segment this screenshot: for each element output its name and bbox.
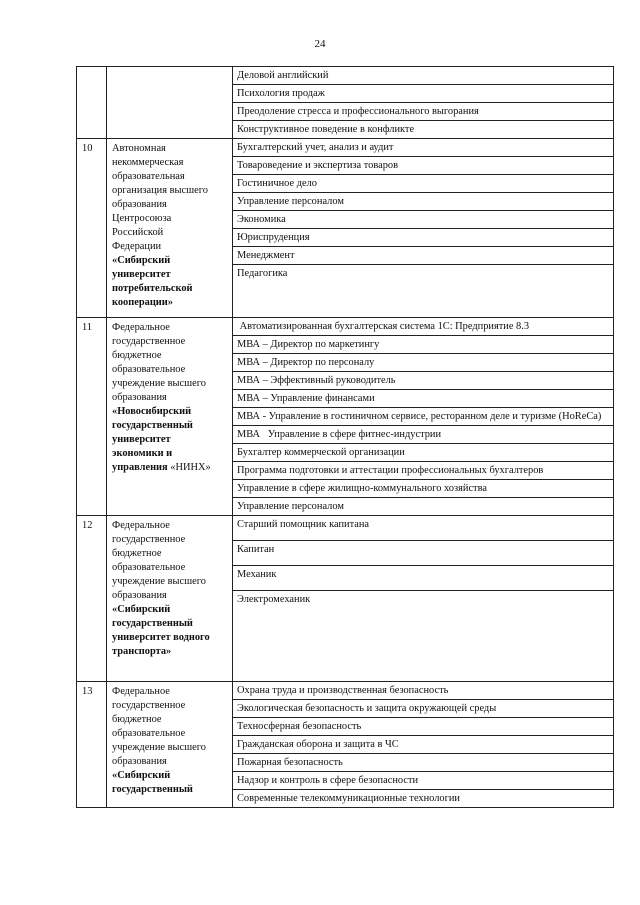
- program-item: Бухгалтер коммерческой организации: [233, 444, 613, 462]
- programs-cell: [233, 318, 614, 516]
- table-row: [77, 139, 614, 318]
- org-line: образования: [112, 392, 167, 403]
- org-line: Федеральное: [112, 322, 170, 333]
- org-name-line: университет: [112, 269, 171, 280]
- row-number: 12: [77, 516, 107, 682]
- org-line: образования: [112, 756, 167, 767]
- org-line: учреждение высшего: [112, 742, 206, 753]
- program-item: Механик: [233, 566, 613, 591]
- program-item: Управление в сфере жилищно-коммунального хозяйства: [233, 480, 613, 498]
- org-name-line: транспорта»: [112, 646, 172, 657]
- org-name-line: экономики и: [112, 448, 173, 459]
- program-item: Экономика: [233, 211, 613, 229]
- org-line: образовательная: [112, 171, 185, 182]
- program-item: Гражданская оборона и защита в ЧС: [233, 736, 613, 754]
- program-item: Программа подготовки и аттестации профессиональных бухгалтеров: [233, 462, 613, 480]
- program-item: Преодоление стресса и профессионального выгорания: [233, 103, 613, 121]
- program-item: Управление персоналом: [233, 193, 613, 211]
- org-line: образования: [112, 590, 167, 601]
- org-line: некоммерческая: [112, 157, 184, 168]
- org-line: Федеральное: [112, 520, 170, 531]
- org-line: Российской: [112, 227, 164, 238]
- org-line: Федеральное: [112, 686, 170, 697]
- org-line: бюджетное: [112, 714, 162, 725]
- program-item: Надзор и контроль в сфере безопасности: [233, 772, 613, 790]
- programs-cell: [233, 67, 614, 139]
- org-line: организация высшего: [112, 185, 208, 196]
- program-item: МВА – Директор по маркетингу: [233, 336, 613, 354]
- org-line: государственное: [112, 700, 186, 711]
- org-name-line: государственный: [112, 420, 193, 431]
- program-item: Старший помощник капитана: [233, 516, 613, 541]
- programs-table: [76, 66, 614, 808]
- org-line: образовательное: [112, 728, 186, 739]
- org-name-line: «Сибирский: [112, 255, 171, 266]
- table-row: [77, 67, 614, 139]
- org-name-line: [112, 461, 229, 475]
- table-row: [77, 318, 614, 516]
- org-line: образования: [112, 199, 167, 210]
- row-number: [77, 67, 107, 139]
- org-line: Автономная: [112, 143, 166, 154]
- row-number: 13: [77, 682, 107, 808]
- org-name-line: «Сибирский: [112, 604, 171, 615]
- program-item: МВА - Управление в гостиничном сервисе, ресторанном деле и туризме (HoReCa): [233, 408, 613, 426]
- programs-cell: [233, 139, 614, 318]
- organization-cell: [107, 682, 233, 808]
- org-name-line: государственный: [112, 784, 193, 795]
- org-name-line: кооперации»: [112, 297, 173, 308]
- program-item: Гостиничное дело: [233, 175, 613, 193]
- org-name-line: университет водного: [112, 632, 210, 643]
- program-item: Автоматизированная бухгалтерская система 1С: Предприятие 8.3: [233, 318, 613, 336]
- org-name-line: потребительской: [112, 283, 193, 294]
- org-name-line: управления: [112, 462, 168, 473]
- program-item: Конструктивное поведение в конфликте: [237, 124, 415, 135]
- program-item: Юриспруденция: [233, 229, 613, 247]
- programs-cell: [233, 516, 614, 682]
- org-line: учреждение высшего: [112, 378, 206, 389]
- program-item: МВА – Управление финансами: [233, 390, 613, 408]
- table-row: [77, 682, 614, 808]
- program-item: Экологическая безопасность и защита окружающей среды: [233, 700, 613, 718]
- org-line: Федерации: [112, 241, 162, 252]
- program-item: Товароведение и экспертиза товаров: [233, 157, 613, 175]
- org-line: государственное: [112, 336, 186, 347]
- program-item: МВА – Эффективный руководитель: [233, 372, 613, 390]
- program-item: МВА – Директор по персоналу: [233, 354, 613, 372]
- page-number: 24: [314, 38, 326, 50]
- program-item: Современные телекоммуникационные технологии: [237, 793, 460, 804]
- org-line: образовательное: [112, 562, 186, 573]
- program-item: Капитан: [233, 541, 613, 566]
- org-line: образовательное: [112, 364, 186, 375]
- org-name-line: «Новосибирский: [112, 406, 192, 417]
- org-name-line: «Сибирский: [112, 770, 171, 781]
- org-line: государственное: [112, 534, 186, 545]
- program-item: Менеджмент: [233, 247, 613, 265]
- program-item: Педагогика: [237, 268, 288, 279]
- org-line: бюджетное: [112, 548, 162, 559]
- org-line: Центросоюза: [112, 213, 172, 224]
- programs-cell: [233, 682, 614, 808]
- program-item: Управление персоналом: [237, 501, 344, 512]
- program-item: Психология продаж: [233, 85, 613, 103]
- organization-cell: [107, 67, 233, 139]
- program-item: Деловой английский: [233, 67, 613, 85]
- table-row: [77, 516, 614, 682]
- row-number: 10: [77, 139, 107, 318]
- org-abbreviation: «НИНХ»: [170, 462, 211, 473]
- organization-cell: [107, 139, 233, 318]
- program-item: Пожарная безопасность: [233, 754, 613, 772]
- org-line: бюджетное: [112, 350, 162, 361]
- organization-cell: [107, 318, 233, 516]
- org-line: учреждение высшего: [112, 576, 206, 587]
- org-name-line: государственный: [112, 618, 193, 629]
- row-number: 11: [77, 318, 107, 516]
- program-item: Бухгалтерский учет, анализ и аудит: [233, 139, 613, 157]
- program-item: МВА Управление в сфере фитнес-индустрии: [233, 426, 613, 444]
- organization-cell: [107, 516, 233, 682]
- program-item: Электромеханик: [237, 594, 311, 605]
- program-item: Техносферная безопасность: [233, 718, 613, 736]
- org-name-line: университет: [112, 434, 171, 445]
- program-item: Охрана труда и производственная безопасность: [233, 682, 613, 700]
